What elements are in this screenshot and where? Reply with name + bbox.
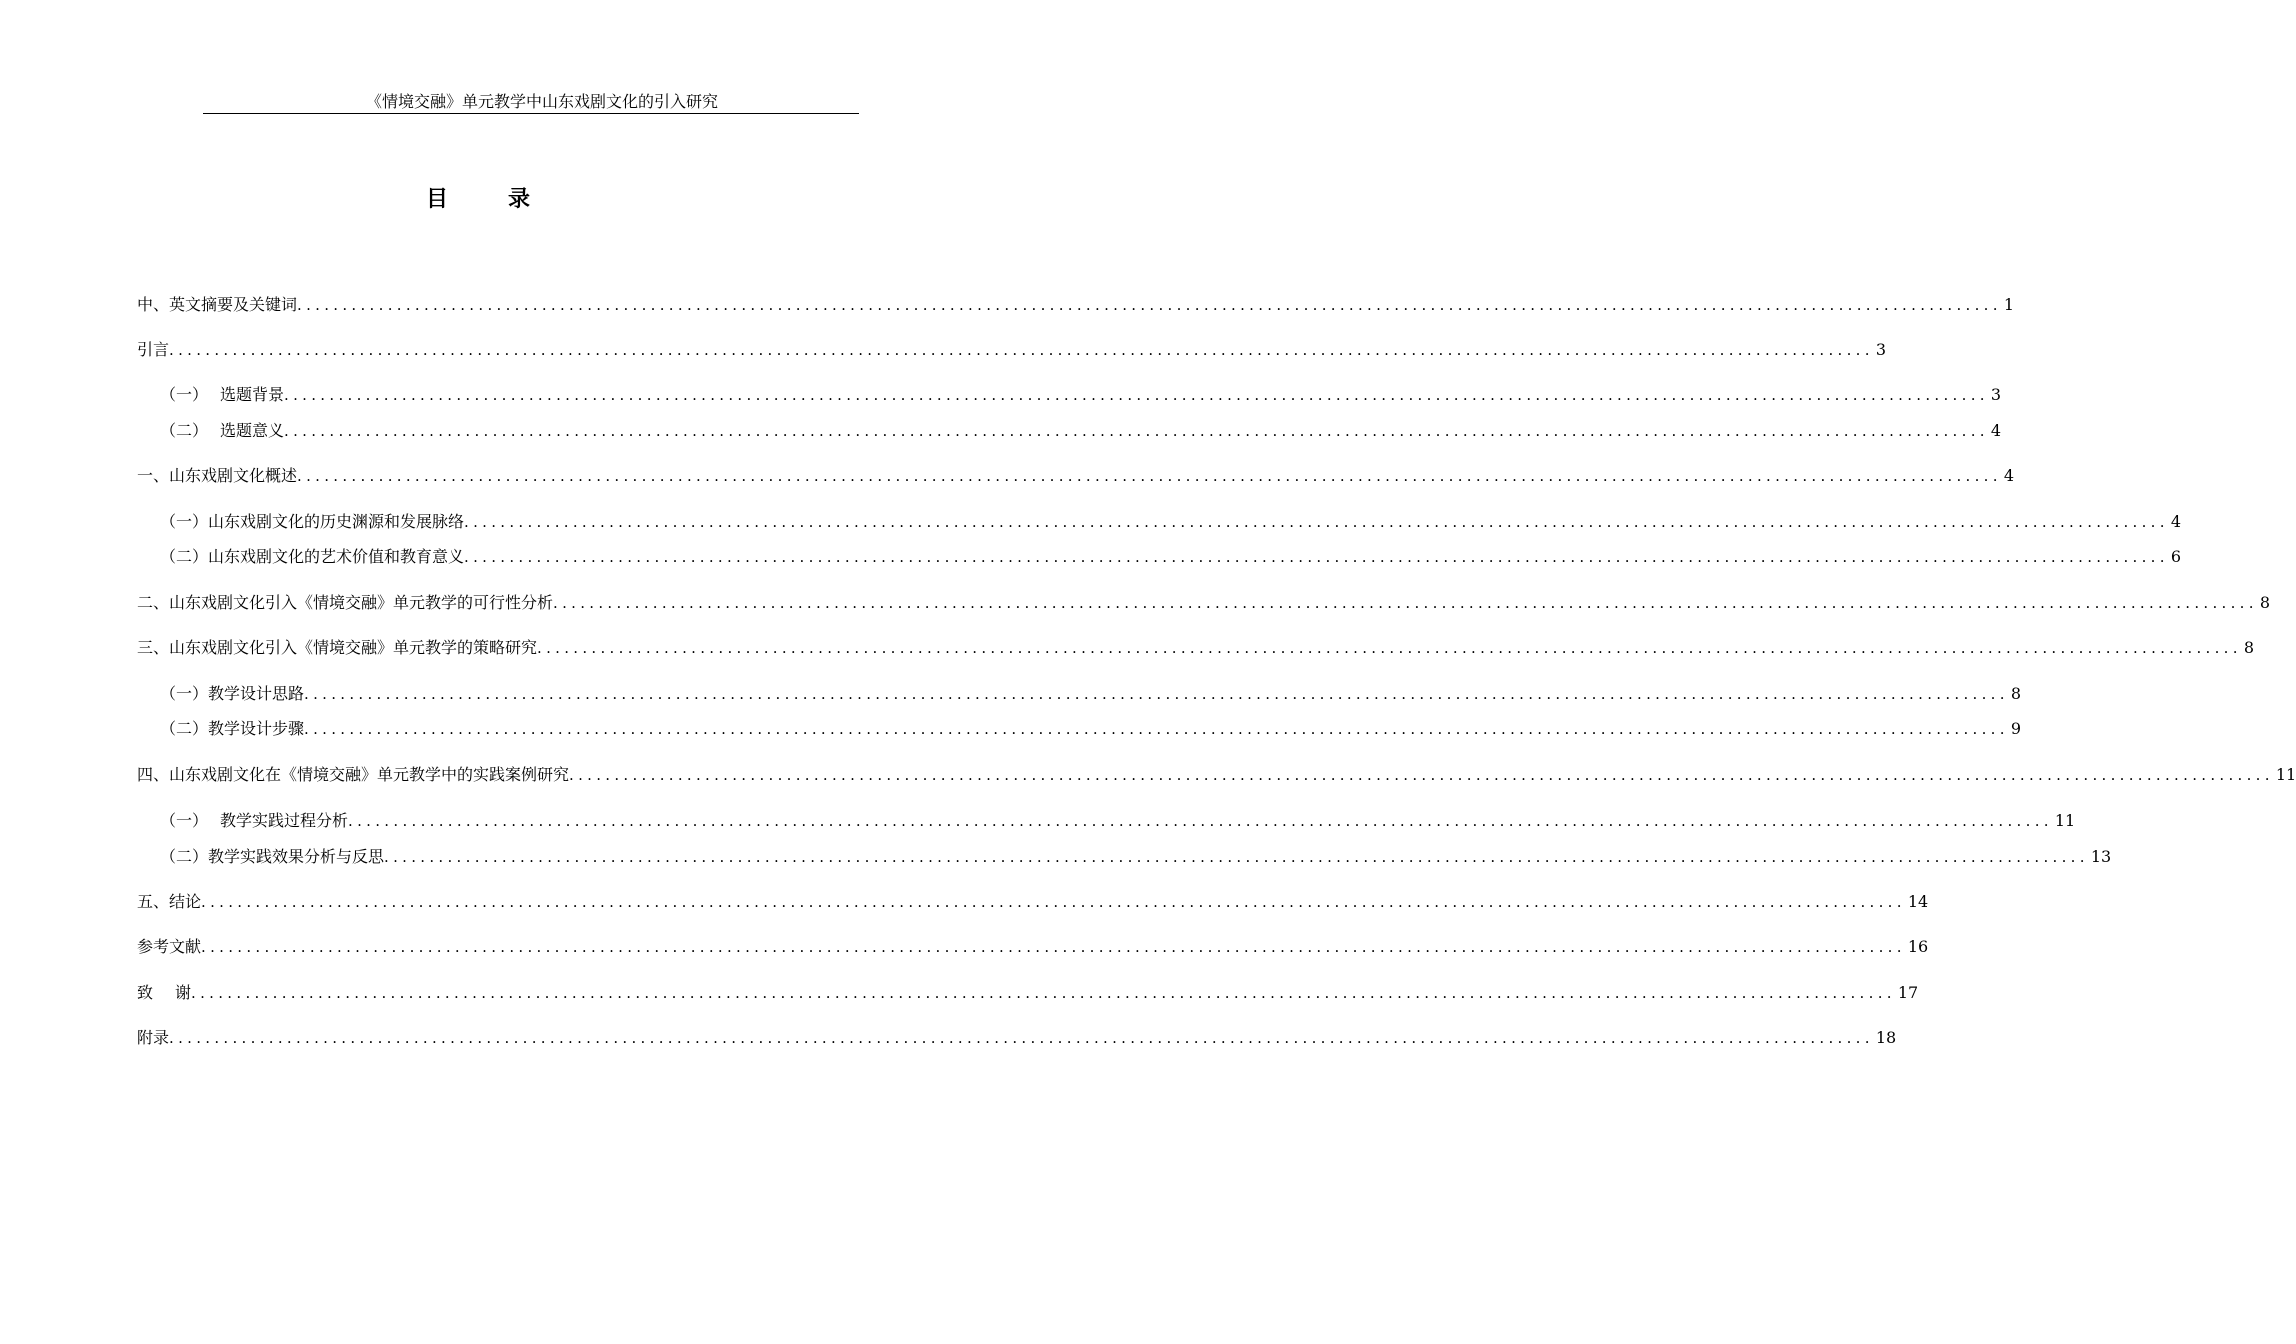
toc-entry-page: 1 (2003, 295, 2014, 314)
toc-entry-label: 一、山东戏剧文化概述 (137, 466, 298, 485)
toc-entry-label-text: 教学实践过程分析 (220, 811, 349, 830)
toc-title-right: 录 (508, 186, 531, 212)
toc-entry-chapter-4[interactable] (137, 763, 2296, 787)
toc-leader: ............................................................................................................................................................................................ (384, 848, 2089, 866)
toc-entry-topic-significance[interactable] (160, 419, 2002, 443)
toc-entry-label-number: （二） (160, 421, 209, 440)
toc-entry-label: 中、英文摘要及关键词 (137, 295, 298, 314)
toc-entry-section-1-1[interactable] (160, 510, 2181, 534)
toc-entry-section-1-2[interactable] (160, 545, 2181, 569)
toc-entry-label: 引言 (137, 340, 170, 359)
toc-entry-label: 二、山东戏剧文化引入《情境交融》单元教学的可行性分析 (137, 593, 554, 612)
toc-entry-appendix[interactable] (137, 1026, 1897, 1050)
toc-leader: ............................................................................................................................................................................................ (297, 296, 2002, 314)
toc-entry-page: 9 (2010, 719, 2021, 738)
toc-leader: ............................................................................................................................................................................................ (201, 938, 1906, 956)
toc-entry-page: 17 (1897, 983, 1919, 1002)
toc-entry-label-first: 致 (137, 983, 154, 1002)
toc-entry-page: 4 (1990, 421, 2002, 440)
toc-leader: ............................................................................................................................................................................................ (348, 812, 2053, 830)
toc-entry-page: 14 (1907, 892, 1929, 911)
toc-entry-chapter-2[interactable] (137, 591, 2270, 615)
toc-entry-label: 四、山东戏剧文化在《情境交融》单元教学中的实践案例研究 (137, 765, 570, 784)
toc-entry-section-3-1[interactable] (160, 682, 2021, 706)
toc-entry-label: 附录 (137, 1028, 170, 1047)
toc-leader: ............................................................................................................................................................................................ (464, 548, 2169, 566)
toc-entry-chapter-1[interactable] (137, 464, 2014, 488)
toc-entry-label (160, 383, 284, 407)
toc-leader: ............................................................................................................................................................................................ (169, 1029, 1874, 1047)
toc-entry-page: 6 (2170, 547, 2181, 566)
toc-entry-label: （二）教学设计步骤 (160, 719, 305, 738)
toc-entry-label: 五、结论 (137, 892, 202, 911)
toc-entry-label-number: （一） (160, 811, 209, 830)
toc-entry-label (160, 809, 348, 833)
toc-leader: ............................................................................................................................................................................................ (191, 984, 1896, 1002)
toc-leader: ............................................................................................................................................................................................ (304, 720, 2009, 738)
toc-title-left: 目 (425, 186, 448, 212)
toc-entry-section-4-2[interactable] (160, 845, 2112, 869)
toc-leader: ............................................................................................................................................................................................ (297, 467, 2002, 485)
toc-entry-references[interactable] (137, 935, 1929, 959)
toc-entry-abstract[interactable] (137, 293, 2014, 317)
running-header-title: 《情境交融》单元教学中山东戏剧文化的引入研究 (365, 92, 718, 111)
toc-leader: ............................................................................................................................................................................................ (201, 893, 1906, 911)
toc-leader: ............................................................................................................................................................................................ (284, 386, 1989, 404)
toc-entry-section-3-2[interactable] (160, 717, 2021, 741)
toc-entry-label: （二）教学实践效果分析与反思 (160, 847, 385, 866)
toc-entry-page: 8 (2010, 684, 2021, 703)
toc-entry-label-text: 选题意义 (220, 421, 285, 440)
toc-leader: ............................................................................................................................................................................................ (464, 513, 2169, 531)
toc-leader: ............................................................................................................................................................................................ (169, 341, 1874, 359)
toc-entry-page: 3 (1990, 385, 2002, 404)
toc-entry-page: 13 (2090, 847, 2112, 866)
toc-entry-page: 8 (2259, 593, 2270, 612)
toc-entry-label: 参考文献 (137, 937, 202, 956)
toc-entry-section-4-1[interactable] (160, 809, 2076, 833)
toc-entry-page: 3 (1875, 340, 1886, 359)
toc-entry-label: （一）教学设计思路 (160, 684, 305, 703)
toc-entry-page: 18 (1875, 1028, 1897, 1047)
toc-entry-conclusion[interactable] (137, 890, 1929, 914)
toc-leader: ............................................................................................................................................................................................ (569, 766, 2274, 784)
toc-entry-acknowledgements[interactable] (137, 981, 1919, 1005)
toc-entry-label: （一）山东戏剧文化的历史渊源和发展脉络 (160, 512, 465, 531)
toc-entry-page: 4 (2003, 466, 2014, 485)
toc-entry-label (137, 981, 191, 1005)
toc-entry-label-number: （一） (160, 385, 209, 404)
toc-leader: ............................................................................................................................................................................................ (284, 422, 1989, 440)
toc-entry-introduction[interactable] (137, 338, 1886, 362)
toc-entry-label (160, 419, 284, 443)
toc-entry-chapter-3[interactable] (137, 636, 2254, 660)
toc-leader: ............................................................................................................................................................................................ (537, 639, 2242, 657)
toc-entry-label: 三、山东戏剧文化引入《情境交融》单元教学的策略研究 (137, 638, 538, 657)
toc-leader: ............................................................................................................................................................................................ (304, 685, 2009, 703)
toc-entry-page: 11 (2275, 765, 2296, 784)
toc-entry-label-second: 谢 (175, 983, 192, 1002)
toc-leader: ............................................................................................................................................................................................ (553, 594, 2258, 612)
toc-entry-page: 8 (2243, 638, 2254, 657)
toc-entry-label: （二）山东戏剧文化的艺术价值和教育意义 (160, 547, 465, 566)
toc-title (0, 184, 950, 214)
toc-entry-topic-background[interactable] (160, 383, 2002, 407)
running-header (203, 92, 859, 114)
toc-entry-page: 11 (2054, 811, 2076, 830)
toc-entry-page: 16 (1907, 937, 1929, 956)
toc-entry-page: 4 (2170, 512, 2181, 531)
toc-entry-label-text: 选题背景 (220, 385, 285, 404)
